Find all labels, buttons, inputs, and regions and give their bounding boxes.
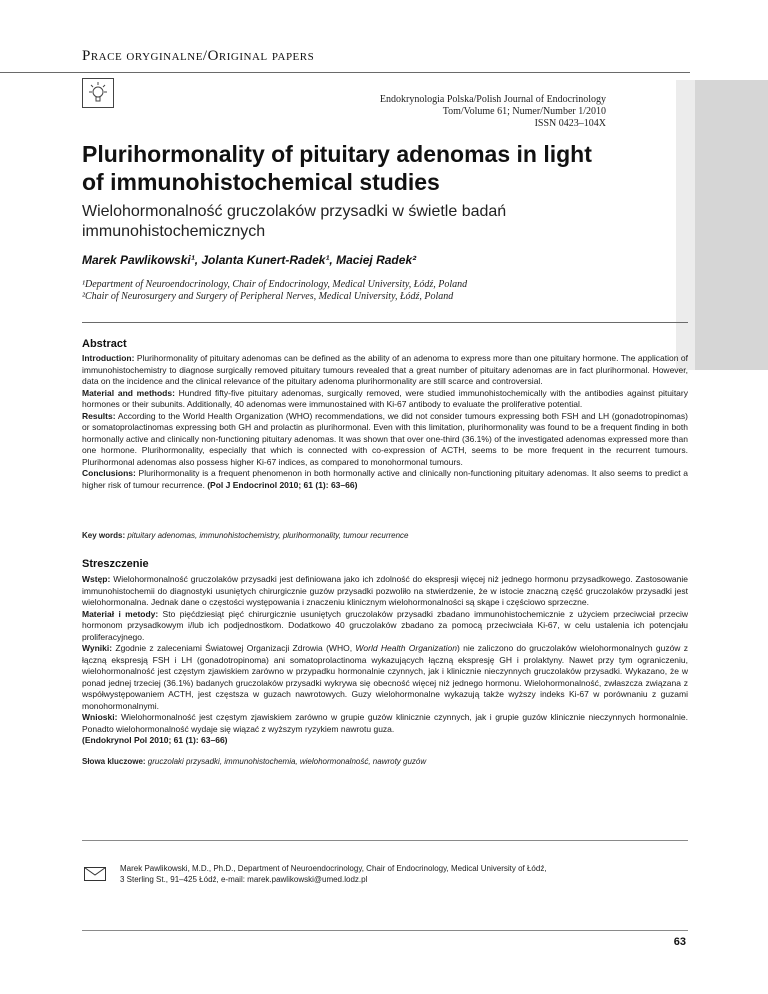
page-number: 63 — [673, 936, 686, 948]
journal-issn: ISSN 0423–104X — [534, 118, 606, 129]
metody-label: Materiał i metody: — [82, 608, 159, 619]
article-title: Plurihormonality of pituitary adenomas in light of immunohistochemical studies — [82, 141, 592, 195]
section-label: Prace oryginalne/Original papers — [82, 48, 315, 64]
abstract-intro-text: Plurihormonality of pituitary adenomas can be defined as the ability of an adenoma to express more than one pituitary hormone. The application of immunohistochemistry to diagnose surgically removed pituitary tumours revealed that a great number of pituitary adenomas are in fact plurihormonal. However, data on the incidence and the clinical relevance of the pituitary adenoma plurihormonality are still scarce and controversial. — [82, 353, 688, 386]
streszczenie-body — [82, 574, 688, 747]
keywords-text: pituitary adenomas, immunohistochemistry, plurihormonality, tumour recurrence — [125, 531, 409, 540]
wyniki-text-1: Zgodnie z zaleceniami Światowej Organizacji Zdrowia (WHO, — [112, 643, 356, 653]
abstract-citation: (Pol J Endocrinol 2010; 61 (1): 63–66) — [207, 479, 358, 490]
abstract-heading: Abstract — [82, 338, 127, 350]
wnioski-text: Wielohormonalność jest częstym zjawiskiem zarówno w grupie guzów klinicznie czynnych, jak i grupie guzów klinicznie nieczynnych hormonalnie. Ponadto wielohormonalność wydaje się wiązać z wyższym ryzykiem nawrotu guza. — [82, 712, 688, 734]
wstep-text: Wielohormonalność gruczolaków przysadki jest definiowana jako ich zdolność do ekspresji więcej niż jednego hormonu przysadkowego. Zastosowanie immunohistochemii do diagnostyki usuniętych chirurgicznie guzów przysadki pozwoliło na stwierdzenie, że w istocie znaczną część gruczolaków przysadki jest wielohormonalna. Jednak dane o częstości występowania i znaczeniu klinicznym wielohormonalności są skąpe i częściowo sprzeczne. — [82, 574, 688, 607]
article-authors: Marek Pawlikowski¹, Jolanta Kunert-Radek¹, Maciej Radek² — [82, 253, 417, 267]
envelope-icon — [84, 867, 106, 881]
wnioski-label: Wnioski: — [82, 712, 118, 722]
journal-name: Endokrynologia Polska/Polish Journal of Endocrinology — [379, 94, 606, 105]
journal-volume: Tom/Volume 61; Numer/Number 1/2010 — [442, 106, 606, 117]
abstract-conclusions-text: Plurihormonality is a frequent phenomenon in both hormonally active and clinically non-functioning pituitary adenomas. It also seems to predict a higher risk of tumour recurrence. — [82, 468, 688, 490]
affiliations — [82, 279, 467, 303]
streszczenie-heading: Streszczenie — [82, 558, 149, 570]
correspondence-line-2: 3 Sterling St., 91–425 Łódź, e-mail: marek.pawlikowski@umed.lodz.pl — [120, 875, 368, 884]
side-band — [695, 80, 768, 370]
footer-divider — [82, 840, 688, 841]
affiliation-1: ¹Department of Neuroendocrinology, Chair of Endocrinology, Medical University, Łódź, Poland — [82, 279, 468, 290]
article-subtitle: Wielohormonalność gruczolaków przysadki w świetle badań immunohistochemicznych — [82, 203, 507, 240]
wstep-label: Wstęp: — [82, 574, 111, 584]
streszczenie-citation: (Endokrynol Pol 2010; 61 (1): 63–66) — [82, 735, 228, 745]
abstract-conclusions-label: Conclusions: — [82, 468, 136, 478]
abstract-keywords — [82, 531, 409, 540]
slowa-kluczowe-label: Słowa kluczowe: — [82, 757, 146, 766]
correspondence — [120, 863, 680, 885]
side-band-light — [676, 80, 695, 370]
abstract-body — [82, 353, 688, 491]
journal-info — [380, 94, 606, 130]
abstract-divider — [82, 322, 688, 323]
abstract-methods-label: Material and methods: — [82, 387, 175, 398]
wyniki-label: Wyniki: — [82, 643, 113, 653]
abstract-results-text: According to the World Health Organization (WHO) recommendations, we did not consider tumours expressing both FSH and LH (gonadotropinomas) or somatoprolactinomas expressing both GH and prolactin as plurihormonal. Even with this limitation, plurihormonality was found to be a frequent finding in both hormonally active and clinically non-functioning pituitary adenomas. It was shown that over one-third (36.1%) of the investigated adenomas expressed more than one hormone. Plurihormonality, especially that which is connected with co-expression of ACTH, seems to be more frequent in the recurrent tumours. Plurihormonal adenomas also possess higher Ki-67 indices, as compared to monohormonal tumours. — [82, 410, 688, 467]
page-divider — [82, 930, 688, 931]
wyniki-who: World Health Organization — [355, 643, 457, 653]
streszczenie-keywords — [82, 757, 426, 766]
keywords-label: Key words: — [82, 531, 126, 540]
slowa-kluczowe-text: gruczolaki przysadki, immunohistochemia, wielohormonalność, nawroty guzów — [145, 757, 427, 766]
affiliation-2: ²Chair of Neurosurgery and Surgery of Peripheral Nerves, Medical University, Łódź, Poland — [82, 291, 454, 302]
correspondence-line-1: Marek Pawlikowski, M.D., Ph.D., Department of Neuroendocrinology, Chair of Endocrinology, Medical University of Łódź, — [120, 864, 547, 873]
metody-text: Sto pięćdziesiąt pięć chirurgicznie usuniętych gruczolaków przysadki zbadano immunohistochemicznie z użyciem przeciwciał przeciw hormonom przysadkowym i/lub ich podjednostkom. Dodatkowo 40 gruczolaków zbadano za pomocą przeciwciała Ki-67, w celu ustalenia ich potencjału proliferacyjnego. — [82, 608, 688, 642]
abstract-results-label: Results: — [82, 410, 116, 421]
abstract-methods-text: Hundred fifty-five pituitary adenomas, surgically removed, were studied immunohistochemically with the antibodies against pituitary hormones or their subunits. Additionally, 40 adenomas were immunostained with Ki-67 antibody to evaluate the proliferative potential. — [82, 387, 688, 409]
top-divider — [0, 72, 690, 73]
abstract-intro-label: Introduction: — [82, 353, 135, 363]
wyniki-text-2: ) nie zaliczono do gruczolaków wielohormonalnych guzów z łączną ekspresją FSH i LH (gonadotropinoma) ani somatoprolactinoma wykazujących łączną ekspresję GH i prolaktyny. Nawet przy tym ograniczeniu, wielohormonalność jest częstym zjawiskiem zarówno w przypadku hormonalnie czynnych, jak i klinicznie nieczynnych gruczolaków przysadki. Wykazano, że w ponad jednej trzeciej (36.1%) badanych gruczolaków przysadki wykrywa się obecność więcej niż jednego hormonu. Wielohormonalność, zwłaszcza związana z współwystępowaniem ACTH, jest częstsza w guzach nawrotowych. Guzy wielohormonalne wykazują także wyższy indeks Ki-67 w porównaniu z guzami monohormonalnymi. — [82, 643, 688, 711]
lightbulb-icon — [82, 78, 114, 108]
